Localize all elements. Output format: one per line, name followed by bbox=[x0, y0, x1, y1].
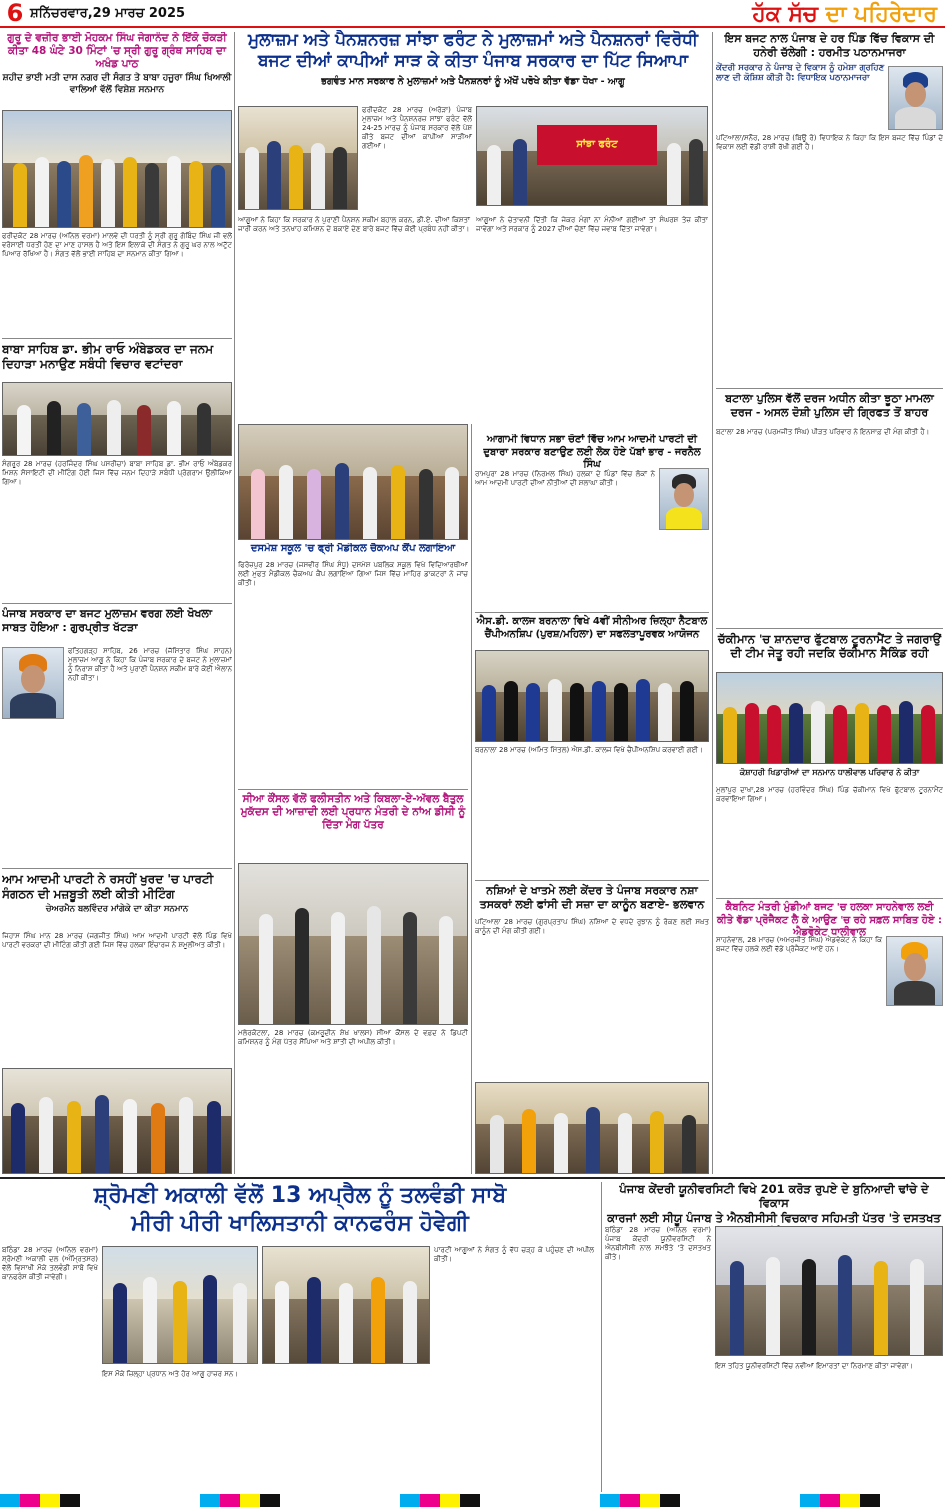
left-column bbox=[2, 32, 232, 1140]
photo-aap-honour bbox=[2, 1068, 232, 1174]
football-caption: ਕੋਸ਼ਾਹਰੀ ਖਿਡਾਰੀਆਂ ਦਾ ਸਨਮਾਨ ਧਾਲੀਵਾਲ ਪਰਿਵਾਰ ਨੇ ਕੀਤਾ bbox=[739, 768, 920, 777]
bottom-right-body-col-2: ਇਸ ਤਹਿਤ ਯੂਨੀਵਰਸਿਟੀ ਵਿੱਚ ਨਵੀਆਂ ਇਮਾਰਤਾਂ ਦਾ ਨਿਰਮਾਣ ਕੀਤਾ ਜਾਵੇਗਾ। bbox=[715, 1362, 914, 1370]
lead-story bbox=[238, 30, 708, 430]
lead-headline-line-1: ਮੁਲਾਜ਼ਮ ਅਤੇ ਪੈਨਸ਼ਨਰਜ਼ ਸਾਂਝਾ ਫਰੰਟ ਨੇ ਮੁਲਾਜ਼ਮਾਂ ਅਤੇ ਪੈਨਸ਼ਨਰਾਂ ਵਿਰੋਧੀ bbox=[247, 30, 699, 50]
photo-gurpreet-khattra bbox=[2, 647, 64, 719]
headline: ਗੁਰੂ ਦੇ ਵਜ਼ੀਰ ਭਾਈ ਮੋਹਕਮ ਸਿੰਘ ਜੇਗਾਨੰਦ ਨੇ ਇੱਕੋ ਚੌਕੜੀ ਕੀਤਾ 48 ਘੰਟੇ 30 ਮਿੰਟਾਂ 'ਚ ਸ੍ਰੀ ਗੁਰੂ ਗ੍ਰੰਥ ਸਾਹਿਬ ਦਾ ਅਖੰਡ ਪਾਠ bbox=[7, 32, 227, 71]
subheadline-budget-villages: ਕੇਂਦਰੀ ਸਰਕਾਰ ਨੇ ਪੰਜਾਬ ਦੇ ਵਿਕਾਸ ਨੂੰ ਹਮੇਸ਼ਾ ਗ੍ਰਹਿਣ ਲਾਣ ਦੀ ਕੋਸ਼ਿਸ਼ ਕੀਤੀ ਹੈ: ਵਿਧਾਇਕ ਪਠਾਨਮਾਜਰਾ bbox=[716, 62, 885, 84]
photo-akali-leaders bbox=[102, 1246, 258, 1364]
story-budget-employees bbox=[2, 607, 232, 867]
bottom-left-body-col-3: ਇਸ ਮੌਕੇ ਜ਼ਿਲ੍ਹਾ ਪ੍ਰਧਾਨ ਅਤੇ ਹੋਰ ਆਗੂ ਹਾਜ਼ਰ ਸਨ। bbox=[102, 1370, 239, 1378]
headline-batala-police: ਬਟਾਲਾ ਪੁਲਿਸ ਵੱਲੋਂ ਦਰਜ ਅਧੀਨ ਕੀਤਾ ਝੂਠਾ ਮਾਮਲਾ ਦਰਜ - ਅਸਲ ਦੋਸ਼ੀ ਪੁਲਿਸ ਦੀ ਗ੍ਰਿਫਤ ਤੋਂ ਬਾਹਰ bbox=[725, 392, 934, 419]
headline-medical-camp: ਦਸਮੇਸ਼ ਸਕੂਲ 'ਚ ਫ੍ਰੀ ਮੈਡੀਕਲ ਚੈਕਅਪ ਕੈਂਪ ਲਗਾਇਆ bbox=[250, 543, 456, 554]
photo-protest-banner bbox=[476, 106, 708, 206]
headline: ਆਮ ਆਦਮੀ ਪਾਰਟੀ ਨੇ ਰਸਹੀਂ ਖੁਰਦ 'ਚ ਪਾਰਟੀ ਸੰਗਠਨ ਦੀ ਮਜ਼ਬੂਤੀ ਲਈ ਕੀਤੀ ਮੀਟਿੰਗ bbox=[2, 872, 214, 901]
headline-football: ਚੱਕੀਮਾਨ 'ਚ ਸ਼ਾਨਦਾਰ ਫੁੱਟਬਾਲ ਟੂਰਨਾਮੈਂਟ ਤੇ ਜਗਰਾਉਂ ਦੀ ਟੀਮ ਜੇਤੂ ਰਹੀ ਜਦਕਿ ਚੱਕੀਮਾਨ ਸੈਕਿੰਡ ਰਹੀ bbox=[717, 632, 942, 661]
issue-date: ਸ਼ਨਿੱਚਰਵਾਰ,29 ਮਾਰਚ 2025 bbox=[30, 6, 186, 21]
story-body: ਫਤਿਹਗੜ੍ਹ ਸਾਹਿਬ, 26 ਮਾਰਚ (ਜੱਸਿਤਾਰ ਸਿੰਘ ਸਾਹਨ) ਮੁਲਾਜ਼ਮ ਆਗੂ ਨੇ ਕਿਹਾ ਕਿ ਪੰਜਾਬ ਸਰਕਾਰ ਦੇ ਬਜਟ ਨੇ ਮੁਲਾਜ਼ਮਾਂ ਨੂੰ ਨਿਰਾਸ਼ ਕੀਤਾ ਹੈ ਅਤੇ ਪੁਰਾਣੀ ਪੈਨਸ਼ਨ ਸਕੀਮ ਬਾਰੇ ਕੋਈ ਐਲਾਨ ਨਹੀਂ ਕੀਤਾ। bbox=[68, 647, 232, 682]
story-body-aap-govt: ਰਾਮਪੁਰਾ 28 ਮਾਰਚ (ਨਿਰਮਲ ਸਿੰਘ) ਹਲਕਾ ਦੇ ਪਿੰਡਾਂ ਵਿੱਚ ਲੋਕਾਂ ਨੇ ਆਮ ਆਦਮੀ ਪਾਰਟੀ ਦੀਆਂ ਨੀਤੀਆਂ ਦੀ ਸ਼ਲਾਘਾ ਕੀਤੀ। bbox=[475, 470, 655, 487]
mid-column-2 bbox=[475, 434, 709, 1174]
photo-aap-leaders bbox=[475, 1082, 709, 1174]
story-body-medical-camp: ਫਿਰੋਜ਼ਪੁਰ 28 ਮਾਰਚ (ਜਸਵੀਰ ਸਿੰਘ ਸੰਧੂ) ਦਸਮੇਸ਼ ਪਬਲਿਕ ਸਕੂਲ ਵਿਖੇ ਵਿਦਿਆਰਥੀਆਂ ਲਈ ਮੁਫਤ ਮੈਡੀਕਲ ਚੈਕਅਪ ਕੈਂਪ ਲਗਾਇਆ ਗਿਆ ਜਿਸ ਵਿੱਚ ਮਾਹਿਰ ਡਾਕਟਰਾਂ ਨੇ ਜਾਂਚ ਕੀਤੀ। bbox=[238, 561, 468, 587]
masthead bbox=[0, 0, 945, 28]
photo-meeting bbox=[2, 382, 232, 456]
print-color-strip bbox=[0, 1494, 945, 1507]
brand-part-a: ਹੱਕ ਸੱਚ bbox=[752, 2, 818, 27]
story-body-sahnewal: ਸਾਹਨੇਵਾਲ, 28 ਮਾਰਚ (ਅਮਰਜੀਤ ਸਿੰਘ) ਐਡਵੋਕੇਟ ਨੇ ਕਿਹਾ ਕਿ ਬਜਟ ਵਿੱਚ ਹਲਕੇ ਲਈ ਵੱਡੇ ਪ੍ਰੋਜੈਕਟ ਆਏ ਹਨ। bbox=[716, 936, 882, 953]
photo-medical-camp-group bbox=[238, 424, 468, 540]
photo-protest-1 bbox=[238, 106, 358, 210]
bottom-right-headline-1: ਪੰਜਾਬ ਕੇਂਦਰੀ ਯੂਨੀਵਰਸਿਟੀ ਵਿਖੇ 201 ਕਰੋੜ ਰੁਪਏ ਦੇ ਬੁਨਿਆਦੀ ਢਾਂਚੇ ਦੇ ਵਿਕਾਸ bbox=[619, 1182, 929, 1211]
photo-mou-signing bbox=[715, 1226, 943, 1356]
photo-sangat bbox=[2, 110, 232, 228]
bottom-left-story bbox=[2, 1182, 598, 1494]
lead-body-col-3: ਆਗੂਆਂ ਨੇ ਚੇਤਾਵਨੀ ਦਿੱਤੀ ਕਿ ਜੇਕਰ ਮੰਗਾਂ ਨਾ ਮੰਨੀਆਂ ਗਈਆਂ ਤਾਂ ਸੰਘਰਸ਼ ਤੇਜ਼ ਕੀਤਾ ਜਾਵੇਗਾ ਅਤੇ ਸਰਕਾਰ ਨੂੰ 2027 ਦੀਆਂ ਚੋਣਾਂ ਵਿੱਚ ਜਵਾਬ ਦਿੱਤਾ ਜਾਵੇਗਾ। bbox=[476, 216, 708, 233]
bottom-right-story bbox=[605, 1182, 943, 1494]
brand-part-b: ਦਾ ਪਹਿਰੇਦਾਰ bbox=[825, 2, 937, 27]
story-body-budget-villages: ਪਟਿਆਲਾ/ਸਨੌਰ, 28 ਮਾਰਚ (ਬਿਊ ਰੋ) ਵਿਧਾਇਕ ਨੇ ਕਿਹਾ ਕਿ ਇਸ ਬਜਟ ਵਿੱਚ ਪਿੰਡਾਂ ਦੇ ਵਿਕਾਸ ਲਈ ਵੱਡੀ ਰਾਸ਼ੀ ਰੱਖੀ ਗਈ ਹੈ। bbox=[716, 134, 943, 151]
lead-subheadline: ਭਗਵੰਤ ਮਾਨ ਸਰਕਾਰ ਨੇ ਮੁਲਾਜ਼ਮਾਂ ਅਤੇ ਪੈਨਸ਼ਨਰਾਂ ਨੂੰ ਅੱਖੋਂ ਪਰੋਖੇ ਕੀਤਾ ਵੱਡਾ ਧੋਖਾ - ਆਗੂ bbox=[321, 75, 625, 87]
protest-banner: ਸਾਂਝਾ ਫਰੰਟ bbox=[537, 125, 657, 165]
bottom-left-headline-1: ਸ਼੍ਰੋਮਣੀ ਅਕਾਲੀ ਵੱਲੋਂ 13 ਅਪ੍ਰੈਲ ਨੂੰ ਤਲਵੰਡੀ ਸਾਬੋ bbox=[93, 1183, 507, 1208]
right-column bbox=[716, 32, 943, 1174]
photo-akali-press bbox=[262, 1246, 430, 1364]
story-body: ਜਿਹਾਸ ਸਿੰਘ ਮਾਨ 28 ਮਾਰਚ (ਜਗਜੀਤ ਸਿੰਘ) ਆਮ ਆਦਮੀ ਪਾਰਟੀ ਵੱਲੋਂ ਪਿੰਡ ਵਿਖੇ ਪਾਰਟੀ ਵਰਕਰਾਂ ਦੀ ਮੀਟਿੰਗ ਕੀਤੀ ਗਈ ਜਿਸ ਵਿੱਚ ਹਲਕਾ ਇੰਚਾਰਜ ਨੇ ਸ਼ਮੂਲੀਅਤ ਕੀਤੀ। bbox=[2, 932, 232, 949]
headline: ਬਾਬਾ ਸਾਹਿਬ ਡਾ. ਭੀਮ ਰਾਓ ਅੰਬੇਡਕਰ ਦਾ ਜਨਮ ਦਿਹਾੜਾ ਮਨਾਉਣ ਸਬੰਧੀ ਵਿਚਾਰ ਵਟਾਂਦਰਾ bbox=[2, 342, 214, 371]
story-body-batala-police: ਬਟਾਲਾ 28 ਮਾਰਚ (ਪਰਮਜੀਤ ਸਿੰਘ) ਪੀੜਤ ਪਰਿਵਾਰ ਨੇ ਇਨਸਾਫ਼ ਦੀ ਮੰਗ ਕੀਤੀ ਹੈ। bbox=[716, 428, 930, 436]
photo-harmeet-pathanmajra bbox=[888, 66, 943, 130]
newspaper-logo bbox=[752, 2, 937, 27]
bottom-right-body-col-1: ਬਠਿੰਡਾ 28 ਮਾਰਚ (ਅਨਿਲ ਵਰਮਾ) ਪੰਜਾਬ ਕੇਂਦਰੀ ਯੂਨੀਵਰਸਿਟੀ ਨੇ ਐਨਬੀਸੀਸੀ ਨਾਲ ਸਮਝੌਤੇ 'ਤੇ ਦਸਤਖਤ ਕੀਤੇ। bbox=[605, 1226, 711, 1261]
story-akhand-path bbox=[2, 32, 232, 337]
subheadline: ਚੇਅਰਮੈਨ ਬਲਵਿੰਦਰ ਮਾਂਗੇਕੇ ਦਾ ਕੀਤਾ ਸਨਮਾਨ bbox=[45, 904, 189, 914]
mid-column bbox=[238, 543, 468, 1173]
photo-netball-teams bbox=[475, 650, 709, 742]
headline-netball: ਐਸ.ਡੀ. ਕਾਲਜ ਬਰਨਾਲਾ ਵਿਖੇ 4ਵੀਂ ਸੀਨੀਅਰ ਜ਼ਿਲ੍ਹਾ ਨੈੱਟਬਾਲ ਚੈਂਪੀਅਨਸ਼ਿਪ (ਪੁਰਸ਼/ਮਹਿਲਾ) ਦਾ ਸਫਲਤਾਪੂਰਵਕ ਆਯੋਜਨ bbox=[476, 616, 708, 640]
photo-football-team bbox=[716, 672, 943, 764]
photo-advocate-dhaliwal bbox=[886, 936, 943, 1006]
story-body-netball: ਬਰਨਾਲਾ 28 ਮਾਰਚ (ਅਮਿਤ ਮਿੱਤਲ) ਐਸ.ਡੀ. ਕਾਲਜ ਵਿਖੇ ਚੈਂਪੀਅਨਸ਼ਿਪ ਕਰਵਾਈ ਗਈ। bbox=[475, 746, 703, 754]
page-number: 6 bbox=[4, 0, 26, 26]
story-body: ਸੰਗਰੂਰ 28 ਮਾਰਚ (ਹਰਜਿੰਦਰ ਸਿੰਘ ਪਸਰੀਚਾ) ਬਾਬਾ ਸਾਹਿਬ ਡਾ. ਭੀਮ ਰਾਓ ਅੰਬੇਡਕਰ ਮਿਸ਼ਨ ਸੋਸਾਇਟੀ ਦੀ ਮੀਟਿੰਗ ਹੋਈ ਜਿਸ ਵਿੱਚ ਜਨਮ ਦਿਹਾੜੇ ਸਬੰਧੀ ਪ੍ਰੋਗਰਾਮ ਉਲੀਕਿਆ ਗਿਆ। bbox=[2, 460, 232, 486]
lead-headline-line-2: ਬਜਟ ਦੀਆਂ ਕਾਪੀਆਂ ਸਾੜ ਕੇ ਕੀਤਾ ਪੰਜਾਬ ਸਰਕਾਰ ਦਾ ਪਿੱਟ ਸਿਆਪਾ bbox=[257, 51, 689, 72]
bottom-left-body-col-2: ਪਾਰਟੀ ਆਗੂਆਂ ਨੇ ਸੰਗਤ ਨੂੰ ਵੱਧ ਚੜ੍ਹ ਕੇ ਪਹੁੰਚਣ ਦੀ ਅਪੀਲ ਕੀਤੀ। bbox=[434, 1246, 594, 1263]
headline-aap-govt: ਆਗਾਮੀ ਵਿਧਾਨ ਸਭਾ ਚੋਣਾਂ ਵਿੱਚ ਆਮ ਆਦਮੀ ਪਾਰਟੀ ਦੀ ਦੁਬਾਰਾ ਸਰਕਾਰ ਬਣਾਉਣ ਲਈ ਲੋਕ ਹੋਏ ਪੱਬਾਂ ਭਾਰ - ਜਰਨੈਲ ਸਿੰਘ bbox=[483, 434, 701, 470]
bottom-left-headline-2: ਮੀਰੀ ਪੀਰੀ ਖਾਲਿਸਤਾਨੀ ਕਾਨਫਰੰਸ ਹੋਵੇਗੀ bbox=[131, 1210, 469, 1236]
headline-drug-law: ਨਸ਼ਿਆਂ ਦੇ ਖਾਤਮੇ ਲਈ ਕੇਂਦਰ ਤੇ ਪੰਜਾਬ ਸਰਕਾਰ ਨਸ਼ਾ ਤਸਕਰਾਂ ਲਈ ਫਾਂਸੀ ਦੀ ਸਜ਼ਾ ਦਾ ਕਾਨੂੰਨ ਬਣਾਏ- ਭਲਵਾਨ bbox=[479, 884, 705, 911]
story-ambedkar bbox=[2, 342, 232, 602]
story-body-drug-law: ਪਟਿਆਲਾ 28 ਮਾਰਚ (ਗੁਰਪ੍ਰਤਾਪ ਸਿੰਘ) ਨਸ਼ਿਆਂ ਦੇ ਵਧਦੇ ਰੁਝਾਨ ਨੂੰ ਰੋਕਣ ਲਈ ਸਖ਼ਤ ਕਾਨੂੰਨ ਦੀ ਮੰਗ ਕੀਤੀ ਗਈ। bbox=[475, 918, 709, 935]
bottom-right-headline-2: ਕਾਰਜਾਂ ਲਈ ਸੀਯੂ ਪੰਜਾਬ ਤੇ ਐਨਬੀਸੀਸੀ ਵਿਚਕਾਰ ਸਹਿਮਤੀ ਪੱਤਰ 'ਤੇ ਦਸਤਖਤ bbox=[607, 1210, 941, 1225]
story-body-football: ਮੁਲਾਂਪੁਰ ਦਾਖਾ,28 ਮਾਰਚ (ਹਰਵਿੰਦਰ ਸਿੰਘ) ਪਿੰਡ ਚੱਕੀਮਾਨ ਵਿਖੇ ਫੁੱਟਬਾਲ ਟੂਰਨਾਮੈਂਟ ਕਰਵਾਇਆ ਗਿਆ। bbox=[716, 786, 943, 803]
lead-body-col-1: ਫਰੀਦਕੋਟ 28 ਮਾਰਚ (ਅਰੋੜਾ) ਪੰਜਾਬ ਮੁਲਾਜ਼ਮ ਅਤੇ ਪੈਨਸ਼ਨਰਜ਼ ਸਾਂਝਾ ਫਰੰਟ ਵੱਲੋਂ 24-25 ਮਾਰਚ ਨੂੰ ਪੰਜਾਬ ਸਰਕਾਰ ਵੱਲੋਂ ਪੇਸ਼ ਕੀਤੇ ਬਜਟ ਦੀਆਂ ਕਾਪੀਆਂ ਸਾੜੀਆਂ ਗਈਆਂ। bbox=[362, 106, 472, 150]
photo-memorandum bbox=[238, 863, 468, 1025]
headline-budget-villages: ਇਸ ਬਜਟ ਨਾਲ ਪੰਜਾਬ ਦੇ ਹਰ ਪਿੰਡ ਵਿੱਚ ਵਿਕਾਸ ਦੀ ਹਨੇਰੀ ਚੱਲੇਗੀ : ਹਰਮੀਤ ਪਠਾਨਮਾਜਰਾ bbox=[724, 32, 935, 59]
headline: ਪੰਜਾਬ ਸਰਕਾਰ ਦਾ ਬਜਟ ਮੁਲਾਜ਼ਮ ਵਰਗ ਲਈ ਖੋਖਲਾ ਸਾਬਤ ਹੋਇਆ : ਗੁਰਪ੍ਰੀਤ ਖੱਟੜਾ bbox=[2, 607, 212, 634]
story-body: ਫਰੀਦਕੋਟ 28 ਮਾਰਚ (ਅਨਿਲ ਵਰਮਾ) ਮਾਲਵੇ ਦੀ ਧਰਤੀ ਨੂੰ ਸ੍ਰੀ ਗੁਰੂ ਗੋਬਿੰਦ ਸਿੰਘ ਜੀ ਵਲੋਂ ਵਰੋਸਾਈ ਧਰਤੀ ਹੋਣ ਦਾ ਮਾਣ ਹਾਸਲ ਹੈ ਅਤੇ ਇਸ ਇਲਾਕੇ ਦੀ ਸੰਗਤ ਨੇ ਗੁਰੂ ਘਰ ਨਾਲ ਅਟੁੱਟ ਪਿਆਰ ਰੱਖਿਆ ਹੈ। ਸੰਗਤ ਵੱਲੋਂ ਭਾਈ ਸਾਹਿਬ ਦਾ ਸਨਮਾਨ ਕੀਤਾ ਗਿਆ। bbox=[2, 232, 232, 258]
headline-shia-council: ਸੀਆ ਕੌਂਸਲ ਵੱਲੋਂ ਫਲੀਸਤੀਨ ਅਤੇ ਕਿਬਲਾ-ਏ-ਅੱਵਲ ਬੈਤੁਲ ਮੁਕੱਦਸ ਦੀ ਆਜ਼ਾਦੀ ਲਈ ਪ੍ਰਧਾਨ ਮੰਤਰੀ ਦੇ ਨਾਂਅ ਡੀਸੀ ਨੂੰ ਦਿੱਤਾ ਮੰਗ ਪੱਤਰ bbox=[240, 793, 466, 832]
bottom-left-body-col-1: ਬਠਿੰਡਾ 28 ਮਾਰਚ (ਅਨਿਲ ਵਰਮਾ) ਸ਼੍ਰੋਮਣੀ ਅਕਾਲੀ ਦਲ (ਅੰਮ੍ਰਿਤਸਰ) ਵੱਲੋਂ ਵਿਸਾਖੀ ਮੌਕੇ ਤਲਵੰਡੀ ਸਾਬੋ ਵਿਖੇ ਕਾਨਫਰੰਸ ਕੀਤੀ ਜਾਵੇਗੀ। bbox=[2, 1246, 98, 1281]
story-body-shia-council: ਮਲੇਰਕੋਟਲਾ, 28 ਮਾਰਚ (ਕਮਰੂਦੀਨ ਸ਼ੇਖ਼ ਖਾਲਸ) ਸੀਆ ਕੌਂਸਲ ਦੇ ਵਫ਼ਦ ਨੇ ਡਿਪਟੀ ਕਮਿਸ਼ਨਰ ਨੂੰ ਮੰਗ ਪੱਤਰ ਸੌਂਪਿਆ ਅਤੇ ਸ਼ਾਂਤੀ ਦੀ ਅਪੀਲ ਕੀਤੀ। bbox=[238, 1029, 468, 1046]
photo-jarnail-singh bbox=[659, 468, 709, 530]
lead-body-col-2: ਆਗੂਆਂ ਨੇ ਕਿਹਾ ਕਿ ਸਰਕਾਰ ਨੇ ਪੁਰਾਣੀ ਪੈਨਸ਼ਨ ਸਕੀਮ ਬਹਾਲ ਕਰਨ, ਡੀ.ਏ. ਦੀਆਂ ਕਿਸ਼ਤਾਂ ਜਾਰੀ ਕਰਨ ਅਤੇ ਤਨਖਾਹ ਕਮਿਸ਼ਨ ਦੇ ਬਕਾਏ ਦੇਣ ਬਾਰੇ ਬਜਟ ਵਿੱਚ ਕੋਈ ਪ੍ਰਬੰਧ ਨਹੀਂ ਕੀਤਾ। bbox=[238, 216, 470, 233]
subheadline: ਸ਼ਹੀਦ ਭਾਈ ਮਤੀ ਦਾਸ ਨਗਰ ਦੀ ਸੰਗਤ ਤੇ ਬਾਬਾ ਹਜੂਰਾ ਸਿੰਘ ਖਿਆਲੀ ਵਾਲਿਆਂ ਵੱਲੋਂ ਵਿਸ਼ੇਸ਼ ਸਨਮਾਨ bbox=[2, 73, 232, 95]
headline-sahnewal: ਕੈਬਨਿਟ ਮੰਤਰੀ ਮੁੰਡੀਆਂ ਬਜਟ 'ਚ ਹਲਕਾ ਸਾਹਨੇਵਾਲ ਲਈ ਕੀਤੇ ਵੱਡਾ ਪ੍ਰੋਜੈਕਟ ਲੈ ਕੇ ਆਉਣ 'ਚ ਰਹੇ ਸਫ਼ਲ ਸਾਬਿਤ ਹੋਏ : ਐਡਵੋਕੇਟ ਧਾਲੀਵਾਲ bbox=[716, 902, 943, 938]
